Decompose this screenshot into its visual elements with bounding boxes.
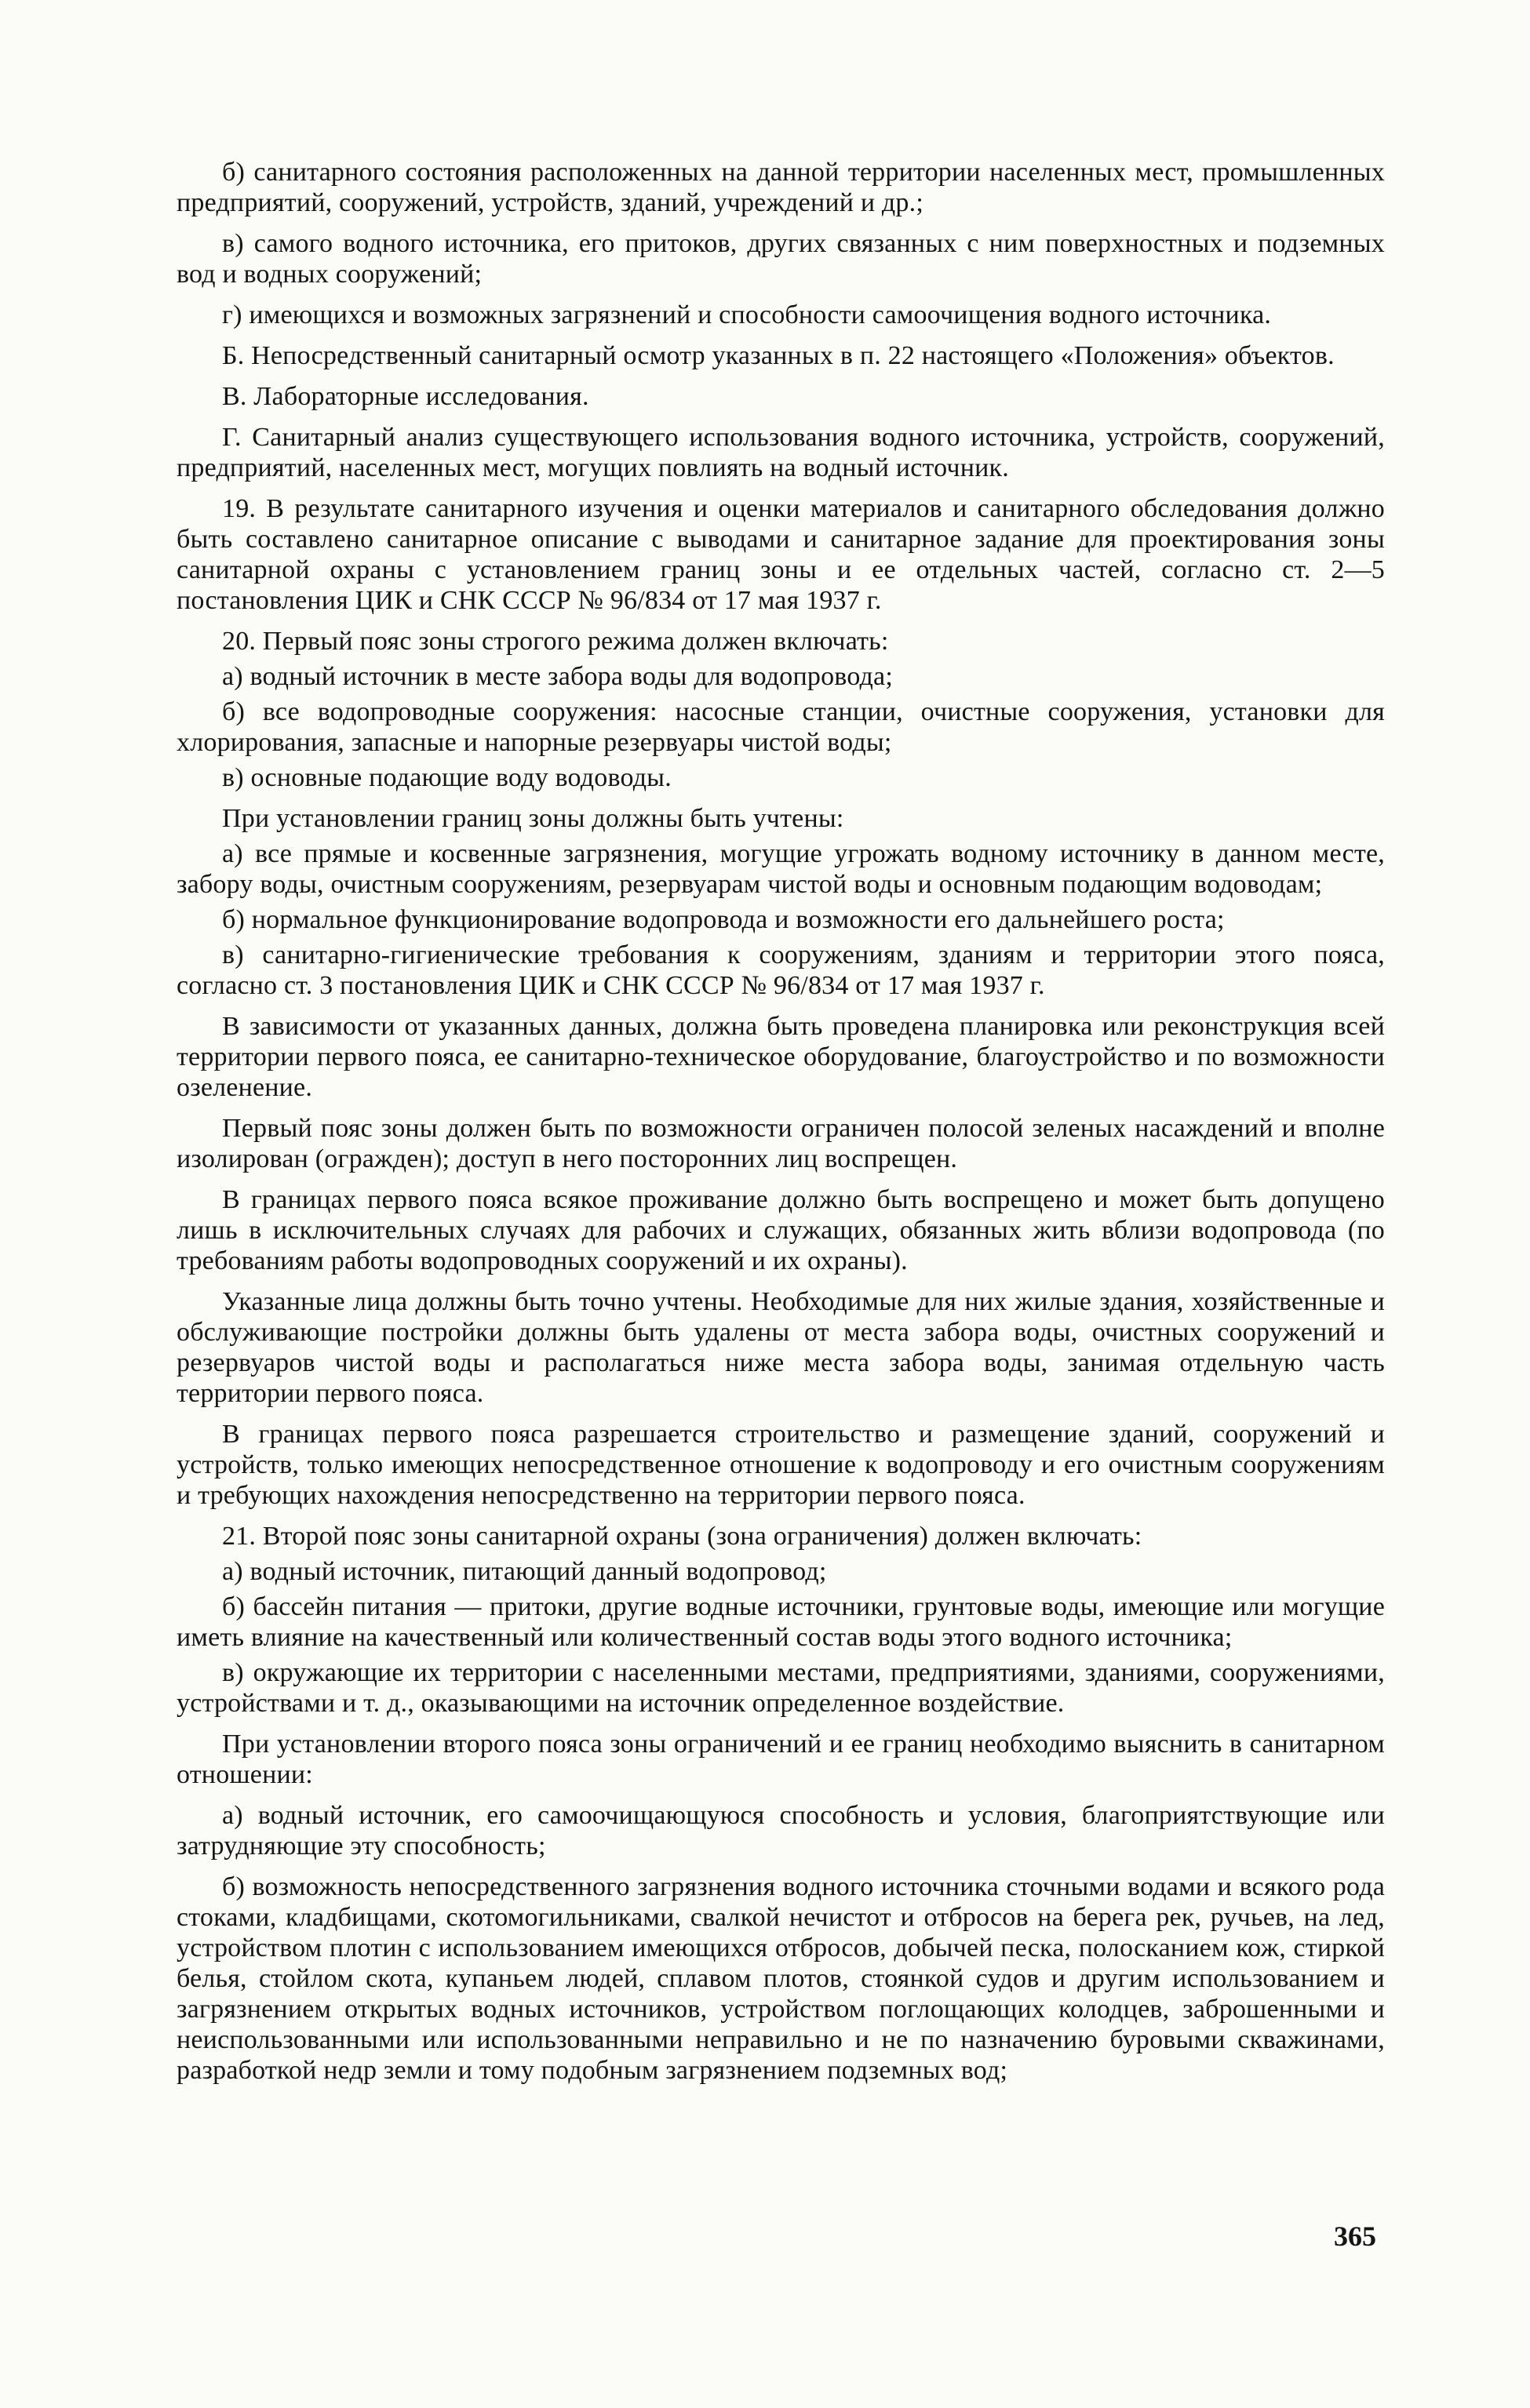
paragraph: 21. Второй пояс зоны санитарной охраны (зона ограничения) должен включать: <box>222 1522 1142 1551</box>
paragraph: б) все водопроводные сооружения: насосные станции, очистные сооружения, установки для хлорирования, запасные и напорные резервуары чистой воды; <box>177 697 1385 757</box>
paragraph: б) санитарного состояния расположенных на данной территории населенных мест, промышленных предприятий, сооружений, устройств, зданий, учреждений и др.; <box>177 158 1385 217</box>
paragraph: 20. Первый пояс зоны строгого режима должен включать: <box>222 627 889 656</box>
paragraph: г) имеющихся и возможных загрязнений и способности самоочищения водного источника. <box>222 300 1272 329</box>
paragraph: а) водный источник в месте забора воды для водопровода; <box>222 662 893 691</box>
paragraph: При установлении границ зоны должны быть учтены: <box>222 804 844 833</box>
paragraph: В. Лабораторные исследования. <box>222 382 589 411</box>
paragraph: В границах первого пояса разрешается строительство и размещение зданий, сооружений и устройств, только имеющих непосредственное отношение к водопроводу и его очистным сооружениям и требующих нахождения непосредственно на территории первого пояса. <box>177 1420 1385 1510</box>
paragraph: Г. Санитарный анализ существующего использования водного источника, устройств, сооружений, предприятий, населенных мест, могущих повлиять на водный источник. <box>177 423 1385 482</box>
page-number: 365 <box>1334 2221 1376 2252</box>
paragraph: При установлении второго пояса зоны ограничений и ее границ необходимо выяснить в санитарном отношении: <box>177 1730 1385 1789</box>
paragraph: б) возможность непосредственного загрязнения водного источника сточными водами и всякого рода стоками, кладбищами, скотомогильниками, свалкой нечистот и отбросов на берега рек, ручьев, на лед, устройством плотин с использованием имеющихся отбросов, добычей песка, полосканием кож, стиркой белья, стойлом скота, купаньем людей, сплавом плотов, стоянкой судов и другим использованием и загрязнением открытых водных источников, устройством поглощающих колодцев, заброшенными и неиспользованными или использованными неправильно и не по назначению буровыми скважинами, разработкой недр земли и тому подобным загрязнением подземных вод; <box>177 1872 1385 2085</box>
paragraph: а) водный источник, его самоочищающуюся способность и условия, благоприятствующие или затрудняющие эту способность; <box>177 1801 1385 1861</box>
paragraph: в) окружающие их территории с населенными местами, предприятиями, зданиями, сооружениями, устройствами и т. д., оказывающими на источник определенное воздействие. <box>177 1658 1385 1718</box>
paragraph: Б. Непосредственный санитарный осмотр указанных в п. 22 настоящего «Положения» объектов. <box>222 341 1335 370</box>
paragraph: 19. В результате санитарного изучения и оценки материалов и санитарного обследования должно быть составлено санитарное описание с выводами и санитарное задание для проектирования зоны санитарной охраны с установлением границ зоны и ее отдельных частей, согласно ст. 2—5 постановления ЦИК и СНК СССР № 96/834 от 17 мая 1937 г. <box>177 494 1385 615</box>
document-page <box>177 157 1385 2096</box>
paragraph: Первый пояс зоны должен быть по возможности ограничен полосой зеленых насаждений и вполне изолирован (огражден); доступ в него посторонних лиц воспрещен. <box>177 1114 1385 1173</box>
paragraph: Указанные лица должны быть точно учтены. Необходимые для них жилые здания, хозяйственные и обслуживающие постройки должны быть удалены от места забора воды, очистных сооружений и резервуаров чистой воды и располагаться ниже места забора воды, занимая отдельную часть территории первого пояса. <box>177 1287 1385 1408</box>
paragraph: в) санитарно-гигиенические требования к сооружениям, зданиям и территории этого пояса, согласно ст. 3 постановления ЦИК и СНК СССР № 96/834 от 17 мая 1937 г. <box>177 940 1385 1000</box>
paragraph: б) нормальное функционирование водопровода и возможности его дальнейшего роста; <box>222 905 1225 934</box>
paragraph: б) бассейн питания — притоки, другие водные источники, грунтовые воды, имеющие или могущие иметь влияние на качественный или количественный состав воды этого водного источника; <box>177 1592 1385 1652</box>
paragraph: а) все прямые и косвенные загрязнения, могущие угрожать водному источнику в данном месте, забору воды, очистным сооружениям, резервуарам чистой воды и основным подающим водоводам; <box>177 839 1385 899</box>
paragraph: В границах первого пояса всякое проживание должно быть воспрещено и может быть допущено лишь в исключительных случаях для рабочих и служащих, обязанных жить вблизи водопровода (по требованиям работы водопроводных сооружений и их охраны). <box>177 1185 1385 1275</box>
paragraph: в) самого водного источника, его притоков, других связанных с ним поверхностных и подземных вод и водных сооружений; <box>177 229 1385 289</box>
paragraph: а) водный источник, питающий данный водопровод; <box>222 1557 827 1586</box>
paragraph: В зависимости от указанных данных, должна быть проведена планировка или реконструкция всей территории первого пояса, ее санитарно-техническое оборудование, благоустройство и по возможности озеленение. <box>177 1012 1385 1102</box>
paragraph: в) основные подающие воду водоводы. <box>222 763 672 792</box>
